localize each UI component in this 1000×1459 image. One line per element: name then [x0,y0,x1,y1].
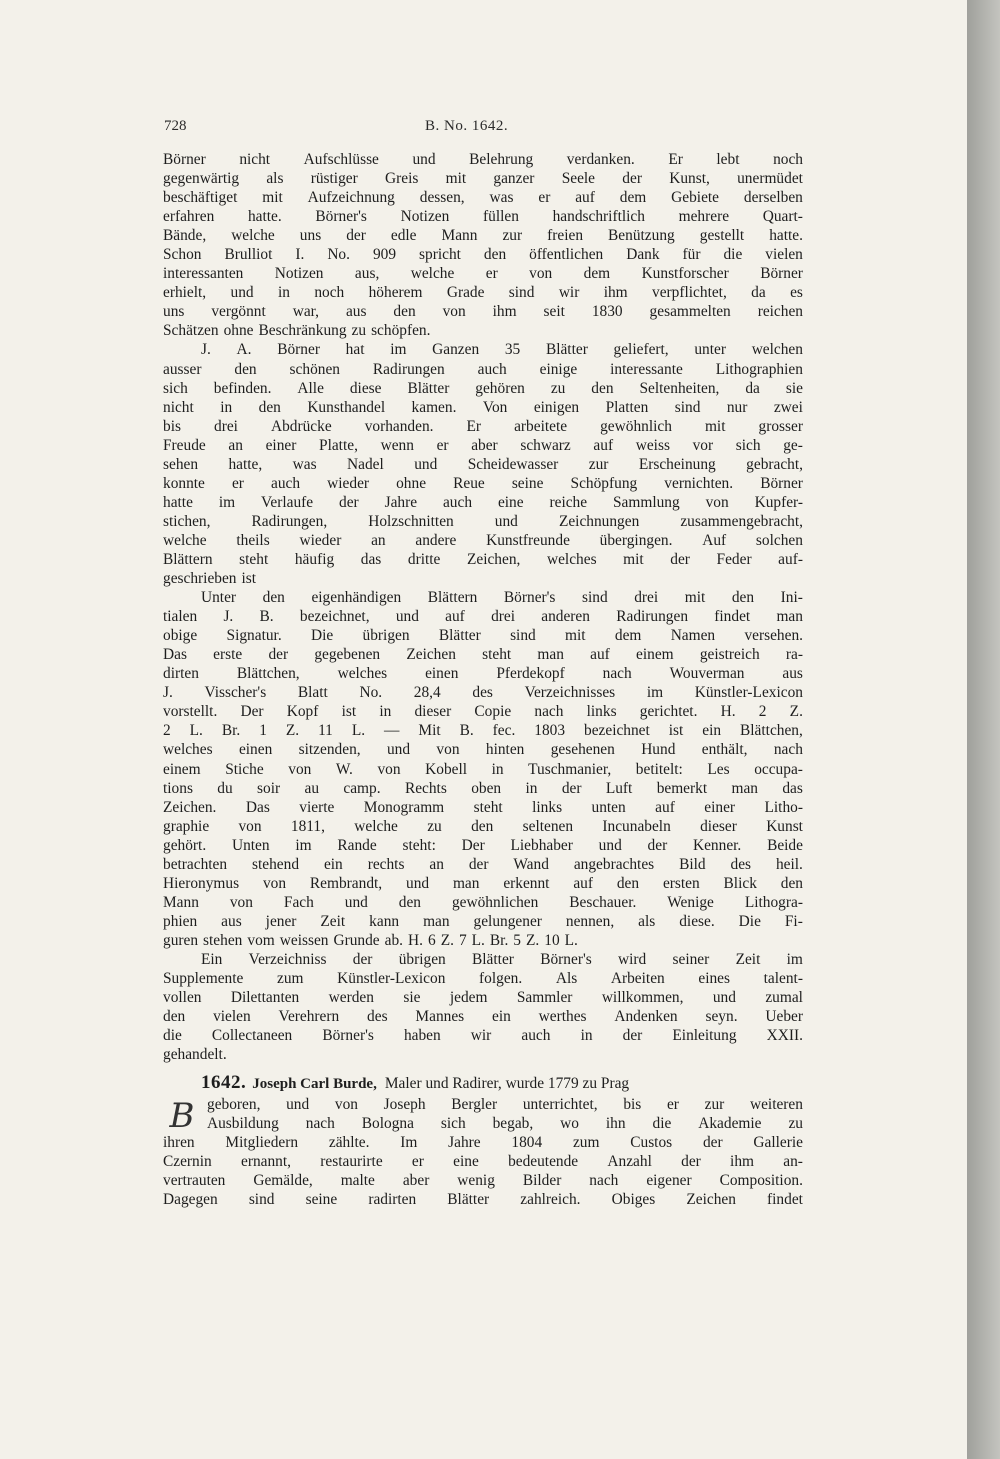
text-line: beschäftiget mit Aufzeichnung dessen, was er auf dem Gebiete derselben [163,189,803,207]
text-line: Das erste der gegebenen Zeichen steht man auf einem geistreich ra- [163,646,803,664]
text-line: J. Visscher's Blatt No. 28,4 des Verzeichnisses im Künstler-Lexicon [163,684,803,702]
text-line: graphie von 1811, welche zu den seltenen Incunabeln dieser Kunst [163,817,803,835]
text-line: Dagegen sind seine radirten Blätter zahlreich. Obiges Zeichen findet [163,1191,803,1209]
text-line: welche theils wieder an andere Kunstfreunde übergingen. Auf solchen [163,531,803,549]
text-line: ihren Mitgliedern zählte. Im Jahre 1804 zum Custos der Gallerie [163,1134,803,1152]
paragraph [163,950,803,1064]
page-header [164,118,802,140]
text-line: Börner nicht Aufschlüsse und Belehrung verdanken. Er lebt noch [163,151,803,168]
text-line: sehen hatte, was Nadel und Scheidewasser zur Erscheinung gebracht, [163,455,803,473]
text-line: tialen J. B. bezeichnet, und auf drei anderen Radirungen findet man [163,608,803,626]
text-line: phien aus jener Zeit kann man gelungener nennen, als diese. Die Fi- [163,912,803,930]
text-line: 2 L. Br. 1 Z. 11 L. — Mit B. fec. 1803 bezeichnet ist ein Blättchen, [163,722,803,740]
text-line: geboren, und von Joseph Bergler unterrichtet, bis er zur weiteren [207,1096,803,1114]
paragraph [163,340,803,588]
text-line: Supplemente zum Künstler-Lexicon folgen. Als Arbeiten eines talent- [163,970,803,988]
text-line: uns vergönnt war, aus den von ihm seit 1830 gesammelten reichen [163,303,803,321]
scan-background [967,0,1000,1459]
text-line: Blättern steht häufig das dritte Zeichen, welches mit der Feder auf- [163,550,803,568]
text-line: Mann von Fach und den gewöhnlichen Beschauer. Wenige Lithogra- [163,893,803,911]
text-line: ausser den schönen Radirungen auch einige interessante Lithographien [163,360,803,378]
text-line: den vielen Verehrern des Mannes ein werthes Andenken seyn. Ueber [163,1008,803,1026]
text-line: Schon Brulliot I. No. 909 spricht den öffentlichen Dank für die vielen [163,246,803,264]
text-line: die Collectaneen Börner's haben wir auch in der Einleitung XXII. [163,1027,803,1045]
text-line: vertrauten Gemälde, malte aber wenig Bilder nach eigener Composition. [163,1172,803,1190]
text-line: Unter den eigenhändigen Blättern Börner's sind drei mit den Ini- [201,589,803,607]
text-line: guren stehen vom weissen Grunde ab. H. 6 Z. 7 L. Br. 5 Z. 10 L. [163,931,578,949]
text-line: vollen Dilettanten werden sie jedem Sammler willkommen, und zumal [163,989,803,1007]
text-line: welches einen sitzenden, und von hinten gesehenen Hund enthält, nach [163,741,803,759]
text-line: tions du soir au camp. Rechts oben in der Luft bemerkt man das [163,779,803,797]
entry-heading [163,1070,803,1095]
text-line: hatte im Verlaufe der Jahre auch eine reiche Sammlung von Kupfer- [163,493,803,511]
text-line: nicht in den Kunsthandel kamen. Von einigen Platten sind nur zwei [163,398,803,416]
entry-number: 1642. [201,1072,247,1094]
text-line: gehört. Unten im Rande steht: Der Liebhaber und der Kenner. Beide [163,836,803,854]
text-line: dirten Blättchen, welches einen Pferdekopf nach Wouverman aus [163,665,803,683]
text-line: betrachten stehend ein rechts an der Wand angebrachtes Bild des heil. [163,855,803,873]
text-line: vorstellt. Der Kopf ist in dieser Copie nach links gerichtet. H. 2 Z. [163,703,803,721]
text-line: stichen, Radirungen, Holzschnitten und Zeichnungen zusammengebracht, [163,512,803,530]
text-line: Czernin ernannt, restaurirte er eine bedeutende Anzahl der ihm an- [163,1153,803,1171]
text-line: Hieronymus von Rembrandt, und man erkennt auf den ersten Blick den [163,874,803,892]
text-line: Zeichen. Das vierte Monogramm steht links unten auf einer Litho- [163,798,803,816]
text-line: gegenwärtig als rüstiger Greis mit ganzer Seele der Kunst, unermüdet [163,170,803,188]
text-line: Bände, welche uns der edle Mann zur freien Benützung gestellt hatte. [163,227,803,245]
text-line: Ausbildung nach Bologna sich begab, wo ihn die Akademie zu [207,1115,803,1133]
text-line: gehandelt. [163,1046,227,1064]
paragraph [163,150,803,340]
entry-body [163,1095,803,1209]
text-line: J. A. Börner hat im Ganzen 35 Blätter geliefert, unter welchen [201,341,803,359]
page-number: 728 [164,118,187,134]
text-line: Ein Verzeichniss der übrigen Blätter Börner's wird seiner Zeit im [201,950,803,968]
paragraph [163,588,803,950]
text-line: Schätzen ohne Beschränkung zu schöpfen. [163,322,431,340]
text-line: geschrieben ist [163,570,257,588]
monogram-mark: B [169,1096,195,1137]
text-line: erfahren hatte. Börner's Notizen füllen handschriftlich mehrere Quart- [163,208,803,226]
text-line: konnte er auch wieder ohne Reue seine Schöpfung vernichten. Börner [163,474,803,492]
text-line: Freude an einer Platte, wenn er aber schwarz auf weiss vor sich ge- [163,436,803,454]
text-line: erhielt, und in noch höherem Grade sind wir ihm verpflichtet, da es [163,284,803,302]
running-head: B. No. 1642. [425,118,509,134]
text-line: sich befinden. Alle diese Blätter gehören zu den Seltenheiten, da sie [163,379,803,397]
body-text [163,150,803,1210]
entry-first-line: Maler und Radirer, wurde 1779 zu Prag [384,1075,630,1093]
text-line: einem Stiche von W. von Kobell in Tuschmanier, betitelt: Les occupa- [163,760,803,778]
text-line: interessanten Notizen aus, welche er von dem Kunstforscher Börner [163,265,803,283]
artist-name: Joseph Carl Burde, [252,1076,377,1093]
text-line: obige Signatur. Die übrigen Blätter sind mit dem Namen versehen. [163,627,803,645]
text-line: bis drei Abdrücke vorhanden. Er arbeitete gewöhnlich mit grosser [163,417,803,435]
